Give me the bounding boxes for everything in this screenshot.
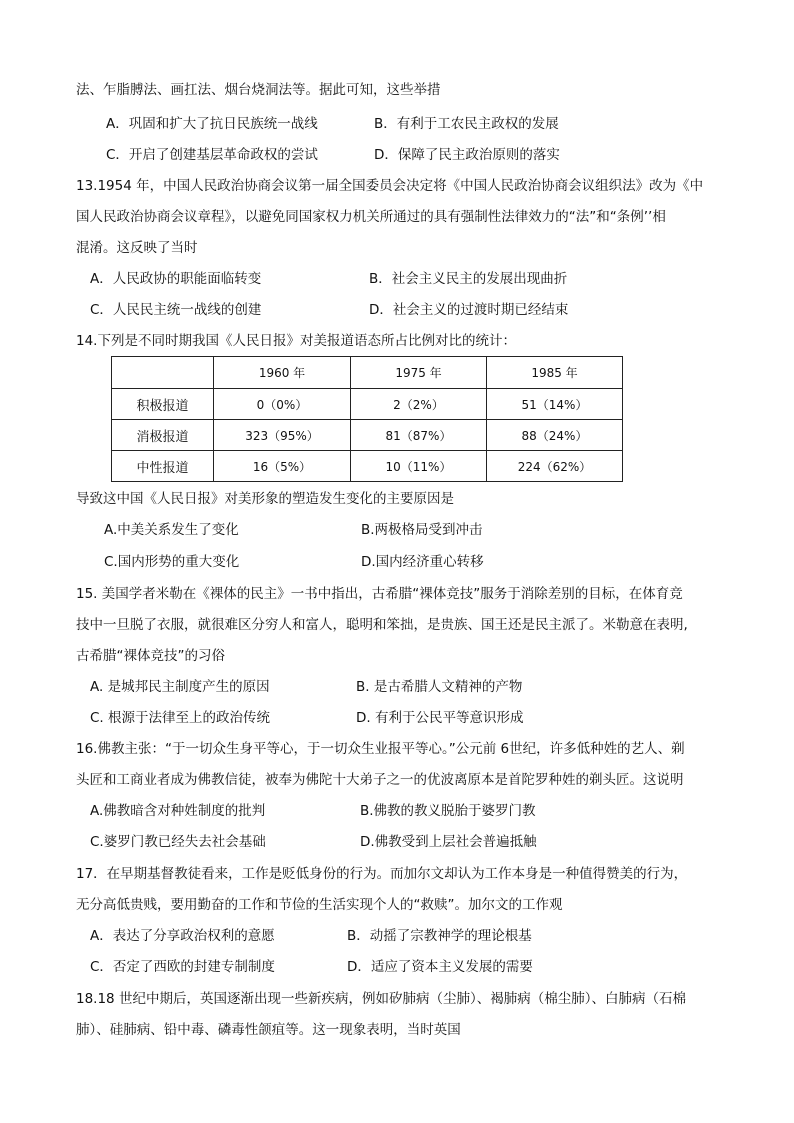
q18-stem-line-2: 肺）、硅肺病、铅中毒、磷毒性颌疽等。这一现象表明，当时英国 bbox=[76, 1022, 461, 1038]
table-row-label: 消极报道 bbox=[112, 420, 214, 451]
q14-stem-line-2: 导致这中国《人民日报》对美形象的塑造发生变化的主要原因是 bbox=[76, 491, 454, 507]
q16-stem-line-2: 头匠和工商业者成为佛教信徒，被奉为佛陀十大弟子之一的优波离原本是首陀罗种姓的剃头匠。这说明 bbox=[76, 772, 684, 788]
q17-stem-line-2: 无分高低贵贱，要用勤奋的工作和节俭的生活实现个人的“救赎”。加尔文的工作观 bbox=[76, 897, 563, 913]
table-header-1985: 1985 年 bbox=[487, 357, 623, 389]
q15-stem-line-2: 技中一旦脱了衣服，就很难区分穷人和富人，聪明和笨拙，是贵族、国王还是民主派了。米勒意在表明, bbox=[76, 617, 688, 633]
q17-option-c: C．否定了西欧的封建专制制度 bbox=[90, 959, 275, 975]
table-cell: 10（11%） bbox=[351, 451, 487, 482]
table-cell: 88（24%） bbox=[487, 420, 623, 451]
q17-option-a: A．表达了分享政治权利的意愿 bbox=[90, 928, 275, 944]
table-cell: 2（2%） bbox=[351, 389, 487, 420]
q15-option-c: C. 根源于法律至上的政治传统 bbox=[90, 710, 271, 726]
table-cell: 16（5%） bbox=[214, 451, 351, 482]
q14-option-b: B.两极格局受到冲击 bbox=[361, 522, 483, 538]
table-cell: 323（95%） bbox=[214, 420, 351, 451]
report-statistics-table bbox=[111, 356, 623, 482]
q12-option-c: C．开启了创建基层革命政权的尝试 bbox=[106, 147, 318, 163]
q13-option-d: D．社会主义的过渡时期已经结束 bbox=[369, 302, 569, 318]
table-cell: 81（87%） bbox=[351, 420, 487, 451]
q16-option-c: C.婆罗门教已经失去社会基础 bbox=[90, 834, 266, 850]
table-header-1975: 1975 年 bbox=[351, 357, 487, 389]
q14-option-a: A.中美关系发生了变化 bbox=[104, 522, 239, 538]
table-row bbox=[112, 389, 623, 420]
q15-stem-line-1: 15. 美国学者米勒在《裸体的民主》一书中指出，古希腊“裸体竞技”服务于消除差别的目标，在体育竞 bbox=[76, 586, 683, 602]
table-cell: 51（14%） bbox=[487, 389, 623, 420]
q18-stem-line-1: 18.18 世纪中期后，英国逐渐出现一些新疾病，例如矽肺病（尘肺）、褐肺病（棉尘肺）、白肺病（石棉 bbox=[76, 991, 686, 1007]
table-row bbox=[112, 420, 623, 451]
table-cell: 0（0%） bbox=[214, 389, 351, 420]
table-row bbox=[112, 451, 623, 482]
q17-option-d: D．适应了资本主义发展的需要 bbox=[347, 959, 533, 975]
q15-option-a: A. 是城邦民主制度产生的原因 bbox=[90, 679, 270, 695]
q14-stem-line-1: 14.下列是不同时期我国《人民日报》对美报道语态所占比例对比的统计： bbox=[76, 333, 516, 349]
q13-option-a: A．人民政协的职能面临转变 bbox=[90, 271, 262, 287]
q14-option-d: D.国内经济重心转移 bbox=[361, 554, 484, 570]
q15-option-b: B. 是古希腊人文精神的产物 bbox=[356, 679, 523, 695]
table-header-row bbox=[112, 357, 623, 389]
q12-option-a: A．巩固和扩大了抗日民族统一战线 bbox=[106, 116, 318, 132]
table-corner-cell bbox=[112, 357, 214, 389]
q15-stem-line-3: 古希腊“裸体竞技”的习俗 bbox=[76, 648, 225, 664]
q12-option-d: D．保障了民主政治原则的落实 bbox=[374, 147, 560, 163]
table-header-1960: 1960 年 bbox=[214, 357, 351, 389]
q13-stem-line-3: 混淆。这反映了当时 bbox=[76, 240, 198, 256]
q16-option-b: B.佛教的教义脱胎于婆罗门教 bbox=[360, 803, 536, 819]
q13-stem-line-1: 13.1954 年，中国人民政治协商会议第一届全国委员会决定将《中国人民政治协商会议组织法》改为《中 bbox=[76, 178, 704, 194]
q16-option-a: A.佛教暗含对种姓制度的批判 bbox=[90, 803, 266, 819]
q16-option-d: D.佛教受到上层社会普遍抵触 bbox=[360, 834, 537, 850]
q17-option-b: B．动摇了宗教神学的理论根基 bbox=[347, 928, 532, 944]
q12-option-b: B．有利于工农民主政权的发展 bbox=[374, 116, 559, 132]
q15-option-d: D. 有利于公民平等意识形成 bbox=[356, 710, 524, 726]
table-cell: 224（62%） bbox=[487, 451, 623, 482]
q13-stem-line-2: 国人民政治协商会议章程》，以避免同国家权力机关所通过的具有强制性法律效力的“法”和“条例’’相 bbox=[76, 209, 666, 225]
q14-option-c: C.国内形势的重大变化 bbox=[104, 554, 240, 570]
table-row-label: 积极报道 bbox=[112, 389, 214, 420]
q13-option-b: B．社会主义民主的发展出现曲折 bbox=[369, 271, 568, 287]
q16-stem-line-1: 16.佛教主张：“于一切众生身平等心，于一切众生业报平等心。”公元前 6世纪，许多低种姓的艺人、剃 bbox=[76, 741, 685, 757]
q12-stem-line: 法、乍脂膊法、画扛法、烟台烧洞法等。据此可知，这些举措 bbox=[76, 82, 441, 98]
q17-stem-line-1: 17．在早期基督教徒看来，工作是贬低身份的行为。而加尔文却认为工作本身是一种值得赞美的行为， bbox=[76, 866, 688, 882]
q13-option-c: C．人民民主统一战线的创建 bbox=[90, 302, 262, 318]
table-row-label: 中性报道 bbox=[112, 451, 214, 482]
